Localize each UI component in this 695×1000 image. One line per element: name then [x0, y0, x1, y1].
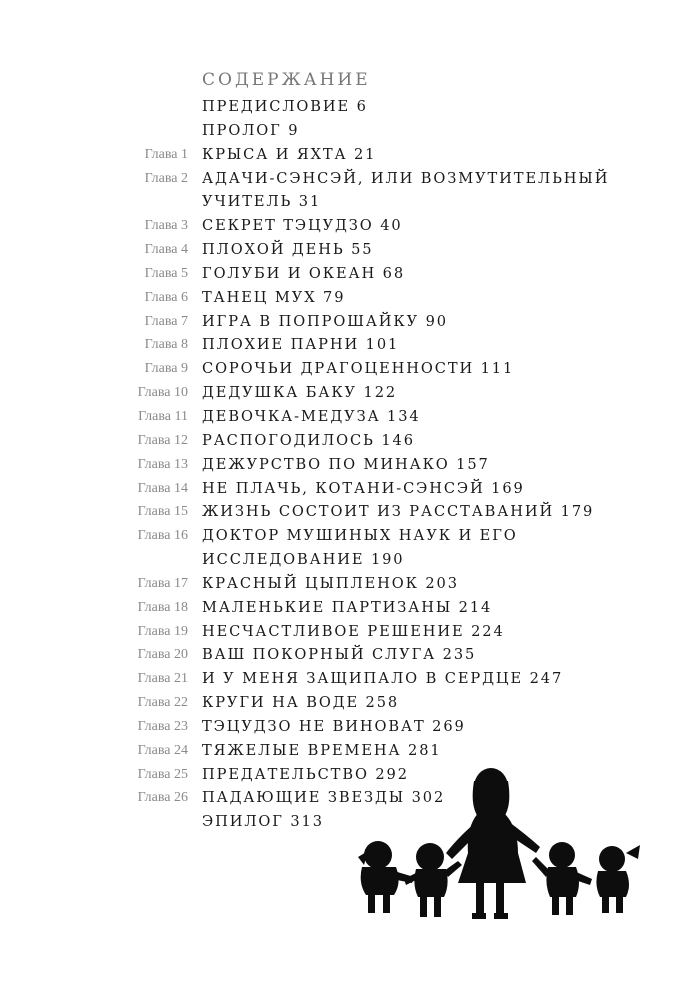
toc-entry	[0, 667, 695, 691]
entry-title: СЕКРЕТ ТЭЦУДЗО 40	[202, 217, 403, 235]
toc-entry	[0, 119, 695, 143]
chapter-label: Глава 18	[137, 599, 188, 615]
page-title: СОДЕРЖАНИЕ	[202, 70, 371, 90]
toc-entry	[0, 333, 695, 357]
toc-entry	[0, 500, 695, 524]
entry-title: ПРЕДАТЕЛЬСТВО 292	[202, 765, 409, 783]
toc-entry	[0, 620, 695, 644]
entry-title: ГОЛУБИ И ОКЕАН 68	[202, 264, 406, 282]
chapter-label: Глава 3	[144, 218, 188, 234]
entry-title: ДЕДУШКА БАКУ 122	[202, 384, 398, 402]
entry-title: ПРЕДИСЛОВИЕ 6	[202, 98, 368, 115]
chapter-label: Глава 25	[137, 766, 188, 782]
entry-title: ПРОЛОГ 9	[202, 121, 300, 139]
toc-entry	[0, 715, 695, 739]
entry-title: ПЛОХИЕ ПАРНИ 101	[202, 336, 400, 354]
toc-entry	[0, 214, 695, 238]
toc-list	[0, 95, 695, 834]
toc-entry	[0, 477, 695, 501]
entry-title: КРАСНЫЙ ЦЫПЛЕНОК 203	[202, 574, 459, 592]
entry-title: ТАНЕЦ МУХ 79	[202, 288, 346, 306]
entry-title: РАСПОГОДИЛОСЬ 146	[202, 431, 415, 449]
entry-title: ТЭЦУДЗО НЕ ВИНОВАТ 269	[202, 717, 466, 735]
toc-entry	[0, 453, 695, 477]
chapter-label: Глава 24	[137, 742, 188, 758]
entry-title: СОРОЧЬИ ДРАГОЦЕННОСТИ 111	[202, 360, 515, 378]
teacher-with-children-silhouette-icon	[350, 765, 650, 925]
entry-title: МАЛЕНЬКИЕ ПАРТИЗАНЫ 214	[202, 598, 493, 616]
toc-entry	[0, 405, 695, 429]
toc-entry	[0, 524, 695, 548]
toc-entry	[0, 381, 695, 405]
entry-title: НЕСЧАСТЛИВОЕ РЕШЕНИЕ 224	[202, 622, 505, 640]
entry-title: ИССЛЕДОВАНИЕ 190	[202, 551, 405, 569]
entry-title: ДЕВОЧКА-МЕДУЗА 134	[202, 407, 421, 425]
toc-entry	[0, 572, 695, 596]
chapter-label: Глава 4	[144, 242, 188, 258]
chapter-label: Глава 11	[138, 408, 188, 424]
chapter-label: Глава 5	[144, 265, 188, 281]
entry-title: ЭПИЛОГ 313	[202, 813, 324, 831]
toc-entry	[0, 190, 695, 214]
entry-title: ПАДАЮЩИЕ ЗВЕЗДЫ 302	[202, 789, 446, 807]
chapter-label: Глава 9	[144, 361, 188, 377]
entry-title: ЖИЗНЬ СОСТОИТ ИЗ РАССТАВАНИЙ 179	[202, 503, 595, 521]
entry-title: ВАШ ПОКОРНЫЙ СЛУГА 235	[202, 646, 477, 664]
chapter-label: Глава 26	[137, 790, 188, 806]
toc-entry	[0, 548, 695, 572]
chapter-label: Глава 2	[144, 170, 188, 186]
toc-entry	[0, 739, 695, 763]
entry-title: УЧИТЕЛЬ 31	[202, 193, 322, 211]
chapter-label: Глава 6	[144, 289, 188, 305]
chapter-label: Глава 21	[137, 671, 188, 687]
entry-title: ТЯЖЕЛЫЕ ВРЕМЕНА 281	[202, 741, 442, 759]
toc-entry	[0, 596, 695, 620]
toc-entry	[0, 429, 695, 453]
entry-title: ДОКТОР МУШИНЫХ НАУК И ЕГО	[202, 527, 518, 545]
toc-entry	[0, 167, 695, 191]
chapter-label: Глава 20	[137, 647, 188, 663]
entry-title: КРУГИ НА ВОДЕ 258	[202, 694, 400, 712]
toc-entry	[0, 643, 695, 667]
chapter-label: Глава 19	[137, 623, 188, 639]
entry-title: АДАЧИ-СЭНСЭЙ, ИЛИ ВОЗМУТИТЕЛЬНЫЙ	[202, 169, 610, 187]
chapter-label: Глава 16	[137, 528, 188, 544]
chapter-label: Глава 23	[137, 718, 188, 734]
toc-entry	[0, 143, 695, 167]
chapter-label: Глава 1	[144, 146, 188, 162]
entry-title: НЕ ПЛАЧЬ, КОТАНИ-СЭНСЭЙ 169	[202, 479, 525, 497]
chapter-label: Глава 10	[137, 385, 188, 401]
chapter-label: Глава 13	[137, 456, 188, 472]
toc-entry	[0, 286, 695, 310]
chapter-label: Глава 7	[144, 313, 188, 329]
toc-entry	[0, 310, 695, 334]
entry-title: И У МЕНЯ ЗАЩИПАЛО В СЕРДЦЕ 247	[202, 670, 564, 688]
chapter-label: Глава 14	[137, 480, 188, 496]
chapter-label: Глава 8	[144, 337, 188, 353]
chapter-label: Глава 15	[137, 504, 188, 520]
toc-entry	[0, 691, 695, 715]
entry-title: КРЫСА И ЯХТА 21	[202, 145, 377, 163]
toc-entry	[0, 238, 695, 262]
entry-title: ПЛОХОЙ ДЕНЬ 55	[202, 241, 374, 259]
chapter-label: Глава 17	[137, 575, 188, 591]
toc-entry	[0, 357, 695, 381]
chapter-label: Глава 12	[137, 432, 188, 448]
toc-entry	[0, 262, 695, 286]
entry-title: ДЕЖУРСТВО ПО МИНАКО 157	[202, 455, 490, 473]
toc-entry	[0, 95, 695, 119]
entry-title: ИГРА В ПОПРОШАЙКУ 90	[202, 312, 448, 330]
chapter-label: Глава 22	[137, 695, 188, 711]
